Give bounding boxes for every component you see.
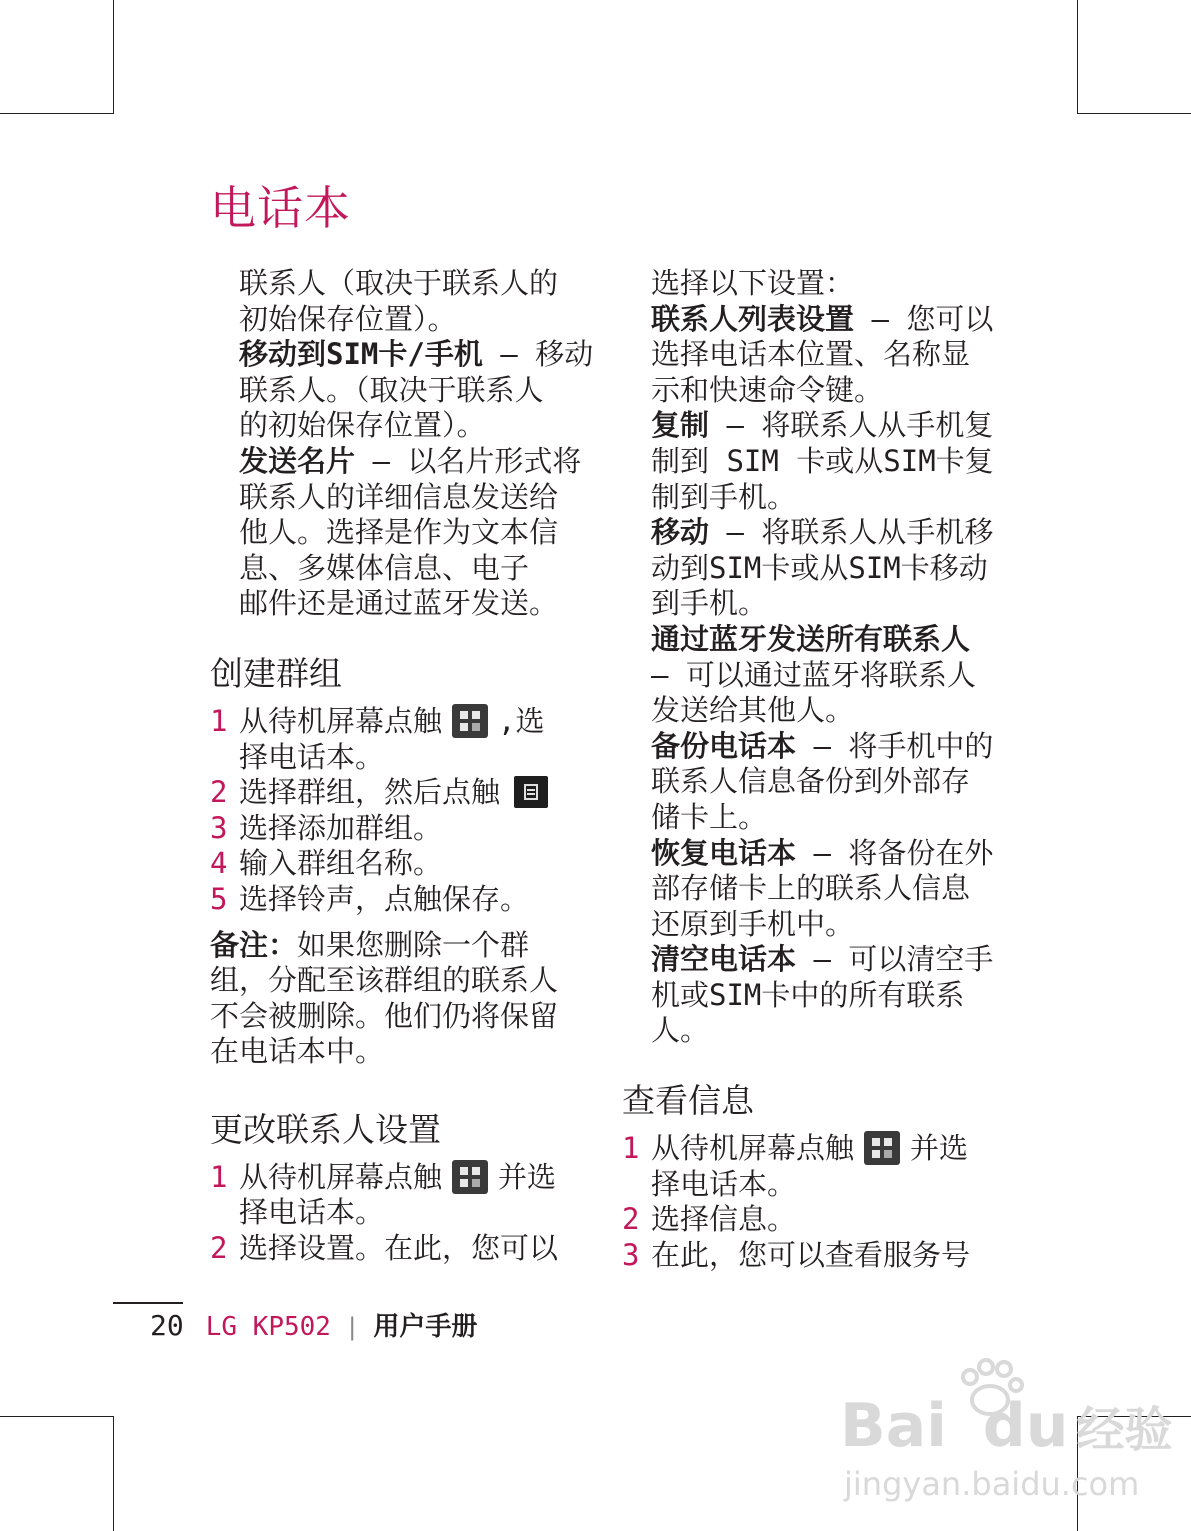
settings-item (622, 408, 992, 515)
note (210, 928, 580, 1070)
settings-intro: 选择以下设置： (651, 266, 855, 300)
watermark-brand (840, 1391, 1172, 1461)
settings-item-text: – 可以通过蓝牙将联系人 (651, 657, 976, 692)
intro-line: 初始保存位置）。 (239, 301, 457, 336)
settings-item-text: 人。 (651, 1013, 710, 1048)
intro-line: 联系人（取决于联系人的 (239, 266, 559, 300)
step-number: 1 (210, 1159, 228, 1194)
contacts-app-icon (452, 1160, 488, 1194)
settings-item-label: 清空电话本 (651, 942, 797, 977)
send-line: 他人。选择是作为文本信 (239, 515, 559, 550)
settings-item-text: 机或SIM卡中的所有联系 (651, 977, 965, 1012)
watermark-url: jingyan.baidu.com (844, 1465, 1140, 1503)
settings-item-text: – 将联系人从手机复 (709, 408, 994, 443)
send-label: 发送名片 (239, 443, 356, 478)
crop-mark (1077, 0, 1078, 114)
settings-item-text: 选择电话本位置、名称显 (651, 337, 971, 372)
crop-mark (113, 0, 114, 114)
step (622, 1238, 992, 1274)
create-group-steps (210, 704, 580, 918)
crop-mark (0, 113, 114, 114)
contact-settings-heading: 更改联系人设置 (210, 1109, 441, 1149)
step (210, 1160, 580, 1196)
left-column (210, 266, 594, 1267)
step-text: 择电话本。 (651, 1166, 797, 1201)
step-text: 择电话本。 (239, 739, 385, 774)
settings-item-text: 联系人信息备份到外部存 (651, 764, 971, 799)
settings-item-text: 储卡上。 (651, 799, 768, 834)
note-line: 组，分配至该群组的联系人 (210, 963, 559, 998)
send-item (210, 444, 580, 480)
move-label: 移动到SIM卡/手机 (239, 337, 483, 372)
step (210, 1231, 580, 1267)
note-line: 不会被删除。他们仍将保留 (210, 998, 559, 1033)
step-text: 择电话本。 (239, 1195, 385, 1230)
page-number: 20 (150, 1309, 184, 1342)
step (622, 1202, 992, 1238)
step-text: 选择设置。在此，您可以 (239, 1231, 559, 1266)
step (210, 811, 580, 847)
move-item (210, 337, 594, 373)
crop-mark (1077, 113, 1191, 114)
step-text: 并选 (910, 1131, 969, 1166)
page-title: 电话本 (210, 181, 351, 235)
crop-mark (113, 1416, 114, 1531)
step (210, 775, 580, 811)
settings-item-label: 移动 (651, 515, 710, 550)
step-number: 3 (210, 810, 228, 845)
step-text: ,选 (498, 703, 545, 738)
watermark-brand-c: 经验 (1076, 1402, 1173, 1458)
step (210, 846, 580, 882)
create-group-heading: 创建群组 (210, 653, 342, 693)
settings-item-text: 制到手机。 (651, 479, 797, 514)
settings-item-text: – 您可以 (854, 301, 994, 336)
note-line: 在电话本中。 (210, 1034, 385, 1069)
move-text: – 移动 (482, 337, 594, 372)
settings-item-label: 联系人列表设置 (651, 301, 855, 336)
step-number: 1 (210, 703, 228, 738)
step (622, 1131, 992, 1167)
settings-item-label: 复制 (651, 408, 710, 443)
contact-settings-steps (210, 1160, 580, 1267)
contacts-app-icon (452, 704, 488, 738)
note-line (210, 928, 580, 964)
view-info-steps (622, 1131, 992, 1273)
step-number: 1 (622, 1131, 640, 1166)
step-text: 选择信息。 (651, 1202, 797, 1237)
step-number: 5 (210, 881, 228, 916)
settings-item-label: 恢复电话本 (651, 835, 797, 870)
settings-item (622, 515, 992, 622)
watermark-brand-a: Bai (840, 1391, 947, 1461)
page-footer (150, 1306, 477, 1343)
settings-item-text: 部存储卡上的联系人信息 (651, 871, 971, 906)
send-text: – 以名片形式将 (355, 443, 582, 478)
step-text: 从待机屏幕点触 (651, 1131, 855, 1166)
step-text: 并选 (498, 1159, 557, 1194)
send-line: 邮件还是通过蓝牙发送。 (239, 586, 559, 621)
settings-item (622, 302, 992, 409)
step-number: 2 (210, 1231, 228, 1266)
settings-item (622, 836, 992, 943)
step-text: 选择添加群组。 (239, 810, 443, 845)
settings-item-text: 到手机。 (651, 586, 768, 621)
step (210, 882, 580, 918)
baidu-watermark (840, 1355, 1173, 1515)
settings-item (622, 729, 992, 836)
settings-item-text: 示和快速命令键。 (651, 372, 884, 407)
contacts-app-icon (864, 1131, 900, 1165)
step-number: 3 (622, 1237, 640, 1272)
watermark-brand-b: du (982, 1391, 1069, 1461)
step-text: 选择群组，然后点触 (239, 775, 501, 810)
view-info-heading: 查看信息 (622, 1081, 754, 1121)
settings-item (622, 622, 992, 729)
settings-item-text: 动到SIM卡或从SIM卡移动 (651, 550, 988, 585)
settings-item (622, 942, 992, 1049)
settings-item-text: 还原到手机中。 (651, 906, 855, 941)
settings-item-text: 发送给其他人。 (651, 693, 855, 728)
right-column (622, 266, 992, 1273)
send-line: 息、多媒体信息、电子 (239, 550, 530, 585)
move-line: 的初始保存位置）。 (239, 408, 486, 443)
settings-item-label: 备份电话本 (651, 728, 797, 763)
step-text: 从待机屏幕点触 (239, 1159, 443, 1194)
menu-icon (514, 776, 548, 808)
step-text: 选择铃声，点触保存。 (239, 881, 530, 916)
settings-item-text: 制到 SIM 卡或从SIM卡复 (651, 443, 994, 478)
move-line: 联系人。（取决于联系人 (239, 372, 544, 407)
step-text: 输入群组名称。 (239, 846, 443, 881)
settings-item-label: 通过蓝牙发送所有联系人 (651, 621, 971, 656)
step-number: 4 (210, 846, 228, 881)
footer-model: LG KP502 (205, 1312, 331, 1342)
crop-mark (0, 1416, 114, 1417)
step (210, 704, 580, 740)
settings-item-text: – 将联系人从手机移 (709, 515, 994, 550)
settings-item-text: – 将备份在外 (796, 835, 994, 870)
footer-manual: 用户手册 (373, 1312, 478, 1342)
step-number: 2 (622, 1202, 640, 1237)
note-text: 如果您删除一个群 (297, 927, 530, 962)
settings-item-text: – 可以清空手 (796, 942, 994, 977)
send-line: 联系人的详细信息发送给 (239, 479, 559, 514)
step-text: 从待机屏幕点触 (239, 703, 443, 738)
note-label: 备注： (210, 927, 298, 962)
step-text: 在此，您可以查看服务号 (651, 1237, 971, 1272)
footer-separator: | (344, 1313, 360, 1341)
step-number: 2 (210, 775, 228, 810)
footer-rule (113, 1302, 183, 1304)
settings-item-text: – 将手机中的 (796, 728, 994, 763)
